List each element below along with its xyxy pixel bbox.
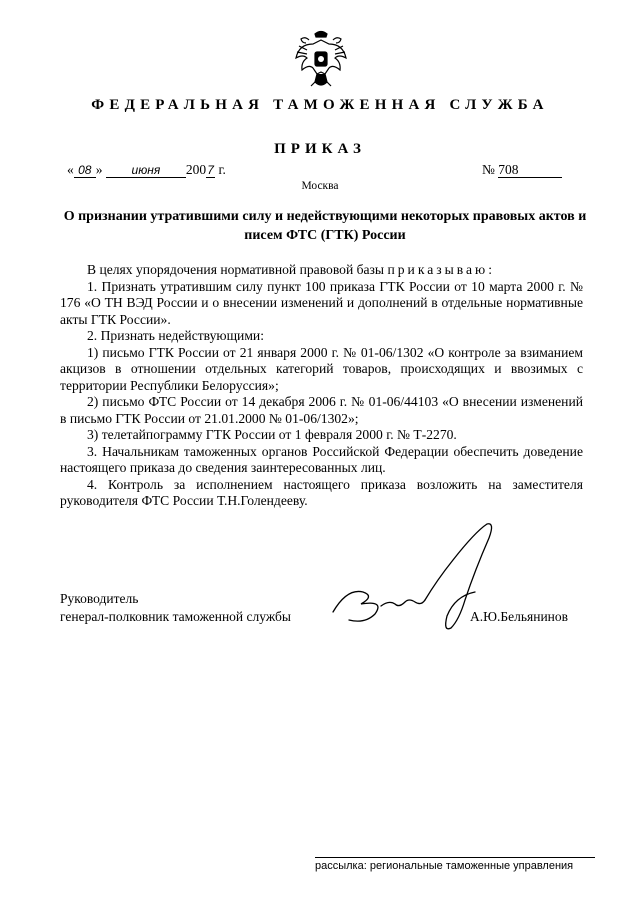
paragraph-1: 1. Признать утратившим силу пункт 100 приказа ГТК России от 10 марта 2000 г. № 176 «О ТН ВЭД России и о внесении изменений и дополнений в отдельные нормативные акты ГТК России». (60, 278, 583, 327)
order-number (482, 162, 562, 178)
city: Москва (301, 180, 339, 192)
document-type-heading: ПРИКАЗ (274, 141, 366, 157)
handwritten-signature (325, 520, 515, 635)
signer-name: А.Ю.Бельянинов (470, 609, 569, 624)
intro-paragraph (60, 262, 583, 279)
paragraph-2-item-3: 3) телетайпограмму ГТК России от 1 февраля 2000 г. № Т-2270. (87, 427, 457, 442)
signer-position: Руководитель (60, 591, 139, 606)
paragraph-2-item-1: 1) письмо ГТК России от 21 января 2000 г. № 01-06/1302 «О контроле за взиманием акцизов в отношении отдельных категорий товаров, происходящих и ввозимых с территории Республики Белоруссия»; (60, 344, 583, 393)
date-year-abbr: г. (218, 162, 226, 177)
date-year-suffix: 7 (207, 163, 214, 177)
intro-text: В целях упорядочения нормативной правовой базы (87, 262, 385, 277)
date-open-quote: « (67, 162, 74, 177)
paragraph-2-item-2: 2) письмо ФТС России от 14 декабря 2006 г. № 01-06/44103 «О внесении изменений в письмо ГТК России от 21.01.2000 № 01-06/1302»; (60, 394, 583, 426)
order-date (67, 162, 226, 178)
distribution-list: рассылка: региональные таможенные управления (315, 857, 595, 872)
double-headed-eagle-emblem-icon (293, 28, 349, 90)
paragraph-2: 2. Признать недействующими: (87, 328, 264, 343)
date-year-prefix: 200 (185, 162, 207, 177)
document-body (60, 262, 583, 510)
document-title: О признании утратившими силу и недействующими некоторых правовых актов и писем ФТС (ГТК) России (63, 209, 587, 243)
number-value: 708 (498, 163, 562, 178)
order-word: приказываю: (387, 262, 495, 277)
paragraph-3: 3. Начальникам таможенных органов Российской Федерации обеспечить доведение настоящего приказа до сведения заинтересованных лиц. (60, 443, 583, 475)
paragraph-4: 4. Контроль за исполнением настоящего приказа возложить на заместителя руководителя ФТС России Т.Н.Голендееву. (60, 476, 583, 508)
date-close-quote: » (95, 162, 103, 177)
date-day: 08 (74, 163, 96, 178)
date-month: июня (106, 163, 186, 178)
signer-rank: генерал-полковник таможенной службы (60, 609, 291, 624)
number-label: № (482, 162, 495, 177)
agency-name: ФЕДЕРАЛЬНАЯ ТАМОЖЕННАЯ СЛУЖБА (91, 97, 549, 113)
